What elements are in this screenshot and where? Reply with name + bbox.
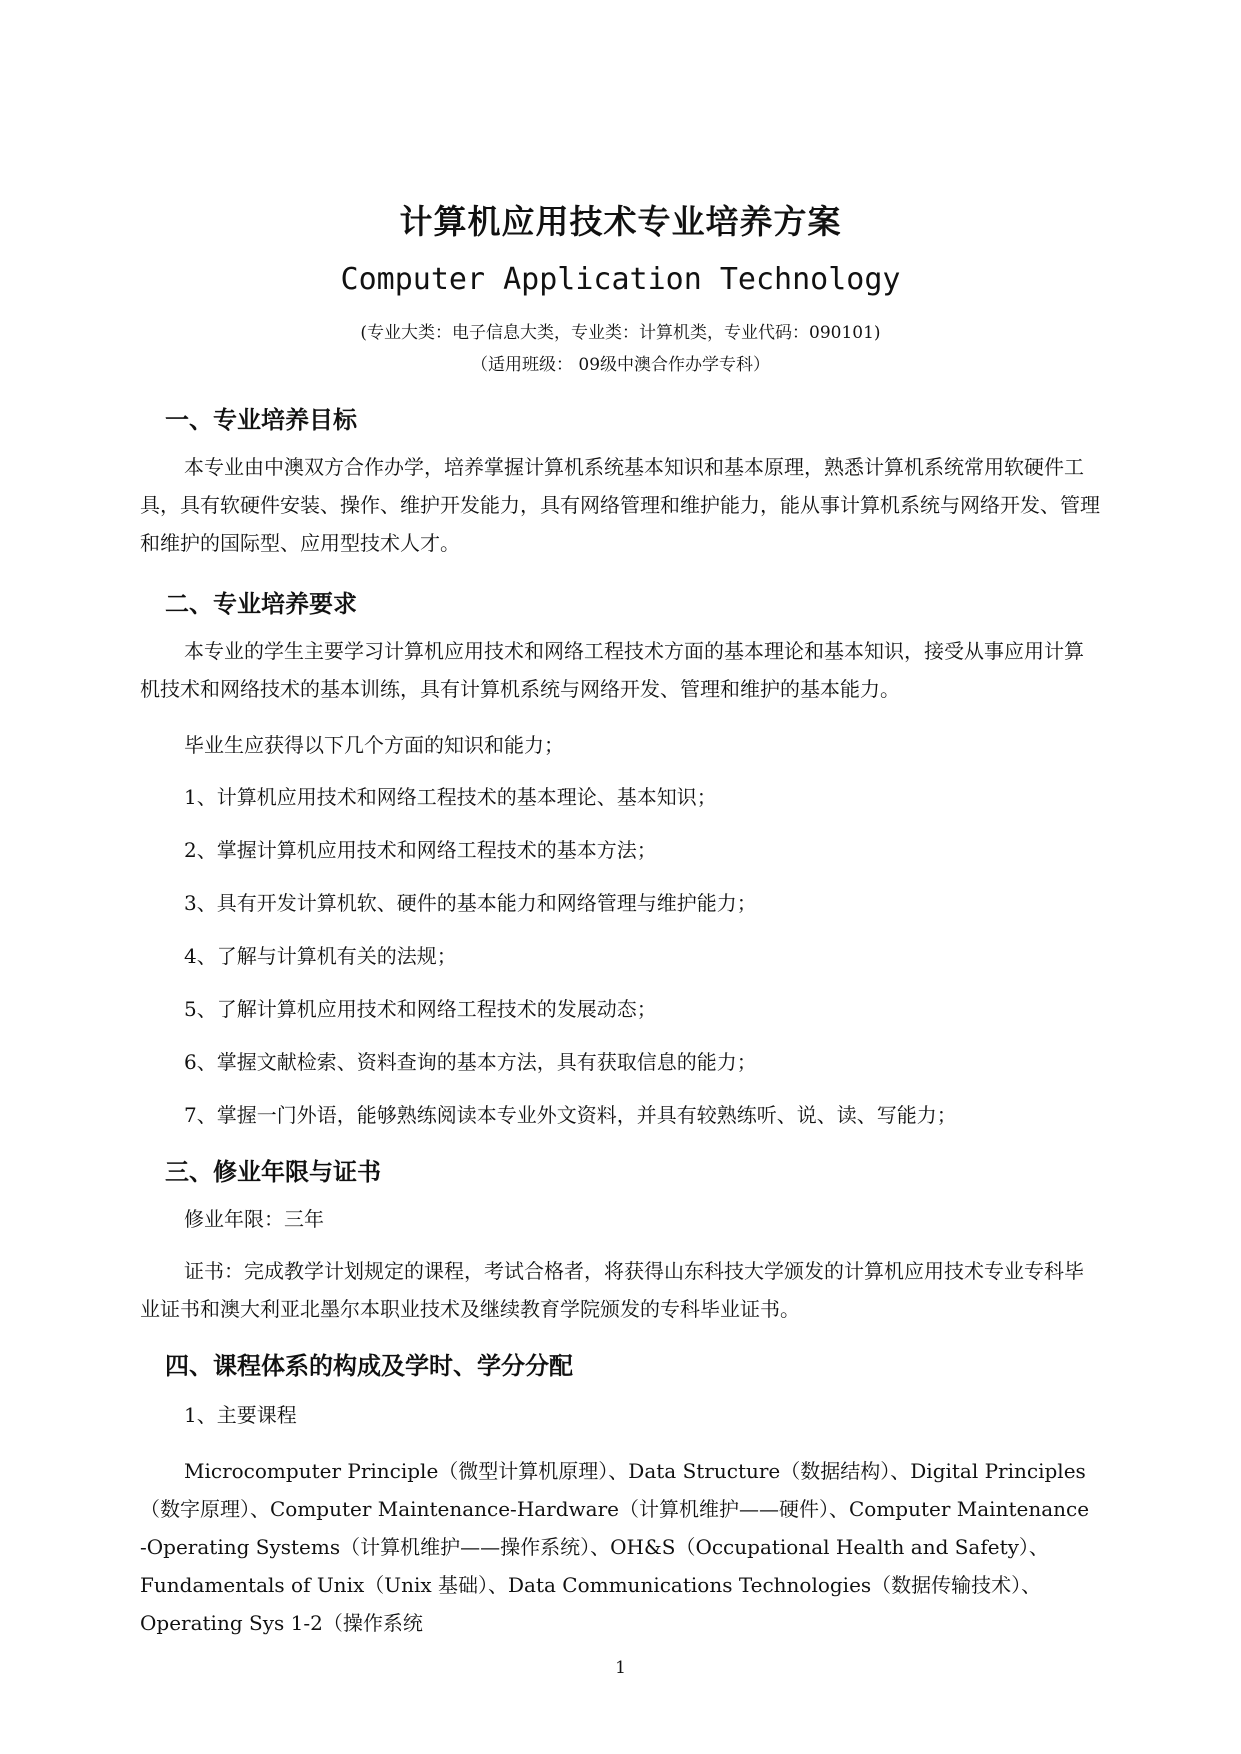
document-title-cn: 计算机应用技术专业培养方案 — [399, 202, 842, 241]
list-item: 2、掌握计算机应用技术和网络工程技术的基本方法； — [184, 838, 657, 862]
subsection-heading-main-courses: 1、主要课程 — [184, 1403, 297, 1427]
list-item: 7、掌握一门外语，能够熟练阅读本专业外文资料，并具有较熟练听、说、读、写能力； — [184, 1103, 957, 1127]
section-heading-duration-certificate: 三、修业年限与证书 — [165, 1158, 381, 1186]
section-paragraph: 证书：完成教学计划规定的课程，考试合格者，将获得山东科技大学颁发的计算机应用技术专业专科毕业证书和澳大利亚北墨尔本职业技术及继续教育学院颁发的专科毕业证书。 — [140, 1259, 1084, 1321]
section-heading-training-goal: 一、专业培养目标 — [165, 406, 357, 434]
section-paragraph: 本专业由中澳双方合作办学，培养掌握计算机系统基本知识和基本原理，熟悉计算机系统常用软硬件工具，具有软硬件安装、操作、维护开发能力，具有网络管理和维护能力，能从事计算机系统与网络开发、管理和维护的国际型、应用型技术人才。 — [140, 455, 1100, 555]
page-number: 1 — [615, 1658, 626, 1678]
list-item: 6、掌握文献检索、资料查询的基本方法，具有获取信息的能力； — [184, 1050, 757, 1074]
list-item: 4、了解与计算机有关的法规； — [184, 944, 457, 968]
section-paragraph: Microcomputer Principle（微型计算机原理）、Data Structure（数据结构）、Digital Principles（数字原理）、Computer Maintenance-Hardware（计算机维护——硬件）、Computer Maintenance -Operating Systems（计算机维护——操作系统）、OH&S（Occupational Health and Safety）、Fundamentals of Unix（Unix 基础）、Data Communications Technologies（数据传输技术）、Operating Sys 1-2（操作系统 — [140, 1459, 1090, 1635]
document-title-en: Computer Application Technology — [340, 262, 901, 297]
section-heading-training-requirements: 二、专业培养要求 — [165, 590, 357, 618]
list-item: 5、了解计算机应用技术和网络工程技术的发展动态； — [184, 997, 657, 1021]
section-paragraph: 本专业的学生主要学习计算机应用技术和网络工程技术方面的基本理论和基本知识，接受从事应用计算机技术和网络技术的基本训练，具有计算机系统与网络开发、管理和维护的基本能力。 — [140, 639, 1084, 701]
document-meta-classification: (专业大类：电子信息大类，专业类：计算机类，专业代码：090101) — [360, 323, 881, 343]
document-meta-applicable-class: （适用班级： 09级中澳合作办学专科） — [470, 355, 771, 375]
list-item: 1、计算机应用技术和网络工程技术的基本理论、基本知识； — [184, 785, 717, 809]
section-heading-curriculum: 四、课程体系的构成及学时、学分分配 — [165, 1352, 573, 1380]
section-intro-line: 毕业生应获得以下几个方面的知识和能力； — [184, 733, 564, 757]
duration-line: 修业年限：三年 — [184, 1207, 324, 1231]
list-item: 3、具有开发计算机软、硬件的基本能力和网络管理与维护能力； — [184, 891, 757, 915]
